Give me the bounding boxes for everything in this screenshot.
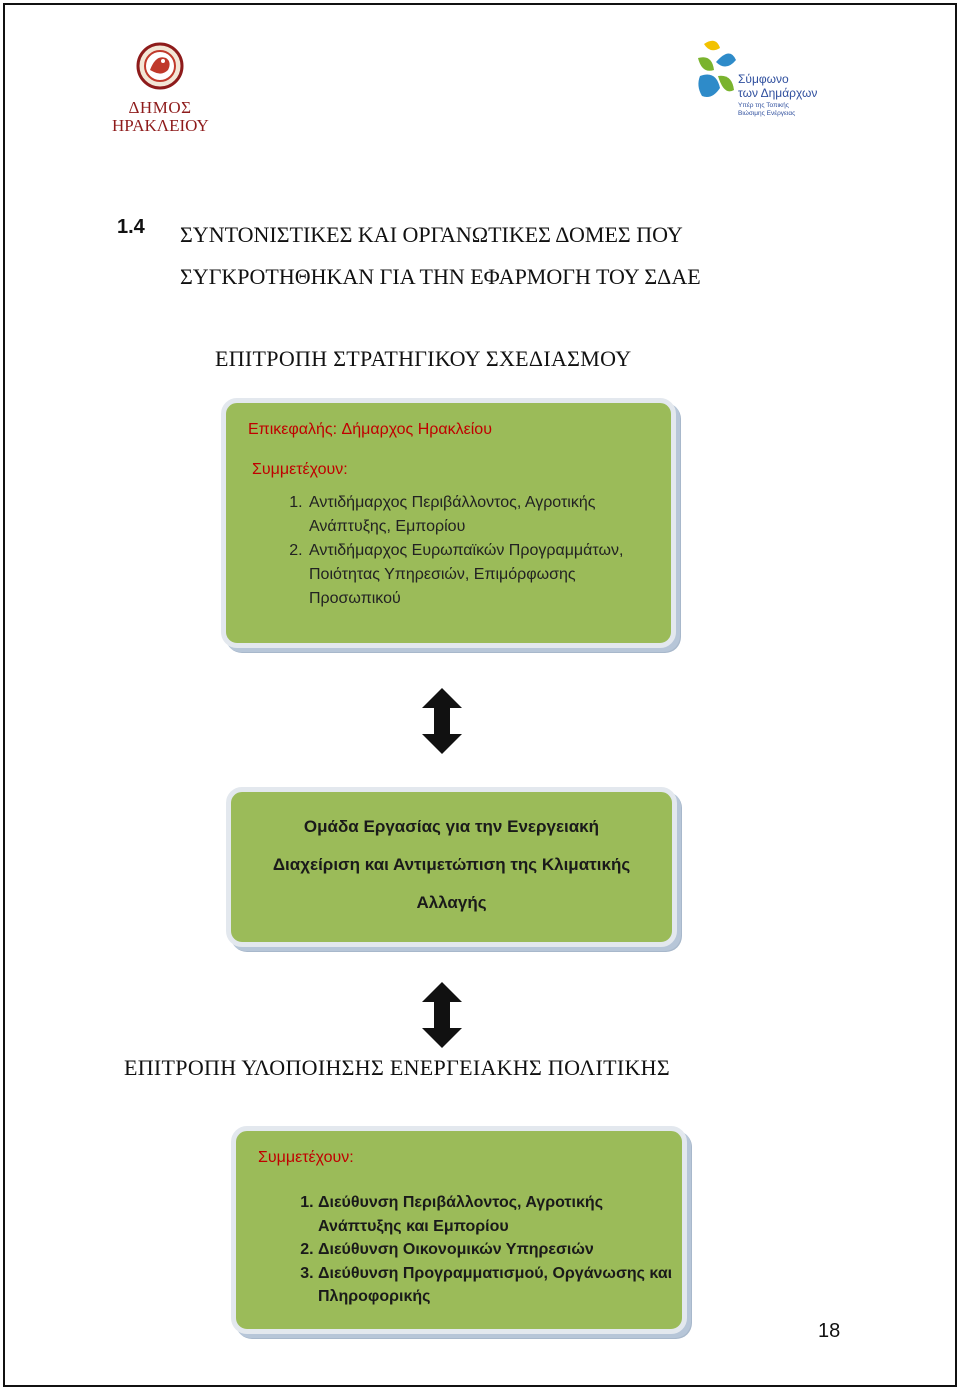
strategic-committee-caption: ΕΠΙΤΡΟΠΗ ΣΤΡΑΤΗΓΙΚΟΥ ΣΧΕΔΙΑΣΜΟΥ <box>215 346 632 371</box>
participants-label: Συμμετέχουν: <box>252 461 348 478</box>
page-number: 18 <box>818 1320 841 1342</box>
list-item: 2. Αντιδήμαρχος Ευρωπαϊκών Προγραμμάτων, Ποιότητας Υπηρεσιών, Επιμόρφωσης Προσωπικού <box>307 539 657 611</box>
implementation-members-list <box>288 1191 678 1309</box>
working-group-line2: Διαχείριση και Αντιμετώπιση της Κλιματικής <box>272 855 631 874</box>
covenant-tagline-line2: Βιώσιμης Ενέργειας <box>738 110 796 117</box>
list-item: 3. Διεύθυνση Προγραμματισμού, Οργάνωσης και Πληροφορικής <box>318 1262 678 1309</box>
head-line <box>248 421 492 439</box>
head-label: Επικεφαλής: <box>248 421 338 438</box>
implementation-committee-caption: ΕΠΙΤΡΟΠΗ ΥΛΟΠΟΙΗΣΗΣ ΕΝΕΡΓΕΙΑΚΗΣ ΠΟΛΙΤΙΚΗΣ <box>124 1055 670 1080</box>
covenant-tagline-line1: Υπέρ της Τοπικής <box>738 102 789 109</box>
working-group-title <box>231 808 672 922</box>
working-group-line1: Ομάδα Εργασίας για την Ενεργειακή <box>303 817 600 836</box>
covenant-name-line1: Σύμφωνο <box>738 72 789 86</box>
implementation-committee-box <box>231 1126 687 1334</box>
covenant-name-line2: των Δημάρχων <box>738 86 818 100</box>
participants-label: Συμμετέχουν: <box>258 1149 354 1166</box>
municipality-name-line1: ΔΗΜΟΣ <box>128 98 192 117</box>
strategic-committee-box <box>221 398 676 648</box>
head-value: Δήμαρχος Ηρακλείου <box>341 421 492 438</box>
municipality-name-line2: ΗΡΑΚΛΕΙΟΥ <box>112 116 209 135</box>
list-item: 2. Διεύθυνση Οικονομικών Υπηρεσιών <box>318 1238 678 1262</box>
working-group-box <box>226 787 677 947</box>
working-group-line3: Αλλαγής <box>416 893 487 912</box>
leaves-icon <box>690 36 738 116</box>
seal-icon <box>136 40 184 98</box>
list-item: 1. Διεύθυνση Περιβάλλοντος, Αγροτικής Ανάπτυξης και Εμπορίου <box>318 1191 678 1238</box>
list-item: 1. Αντιδήμαρχος Περιβάλλοντος, Αγροτικής Ανάπτυξης, Εμπορίου <box>307 491 657 539</box>
double-vertical-arrow-icon <box>420 982 464 1048</box>
covenant-logo <box>690 36 840 126</box>
strategic-members-list <box>277 491 657 611</box>
municipality-logo <box>112 40 208 136</box>
section-number: 1.4 <box>117 216 145 238</box>
section-title: ΣΥΝΤΟΝΙΣΤΙΚΕΣ ΚΑΙ ΟΡΓΑΝΩΤΙΚΕΣ ΔΟΜΕΣ ΠΟΥ ΣΥΓΚΡΟΤΗΘΗΚΑΝ ΓΙΑ ΤΗΝ ΕΦΑΡΜΟΓΗ ΤΟΥ ΣΔΑΕ <box>180 222 701 289</box>
double-vertical-arrow-icon <box>420 688 464 754</box>
